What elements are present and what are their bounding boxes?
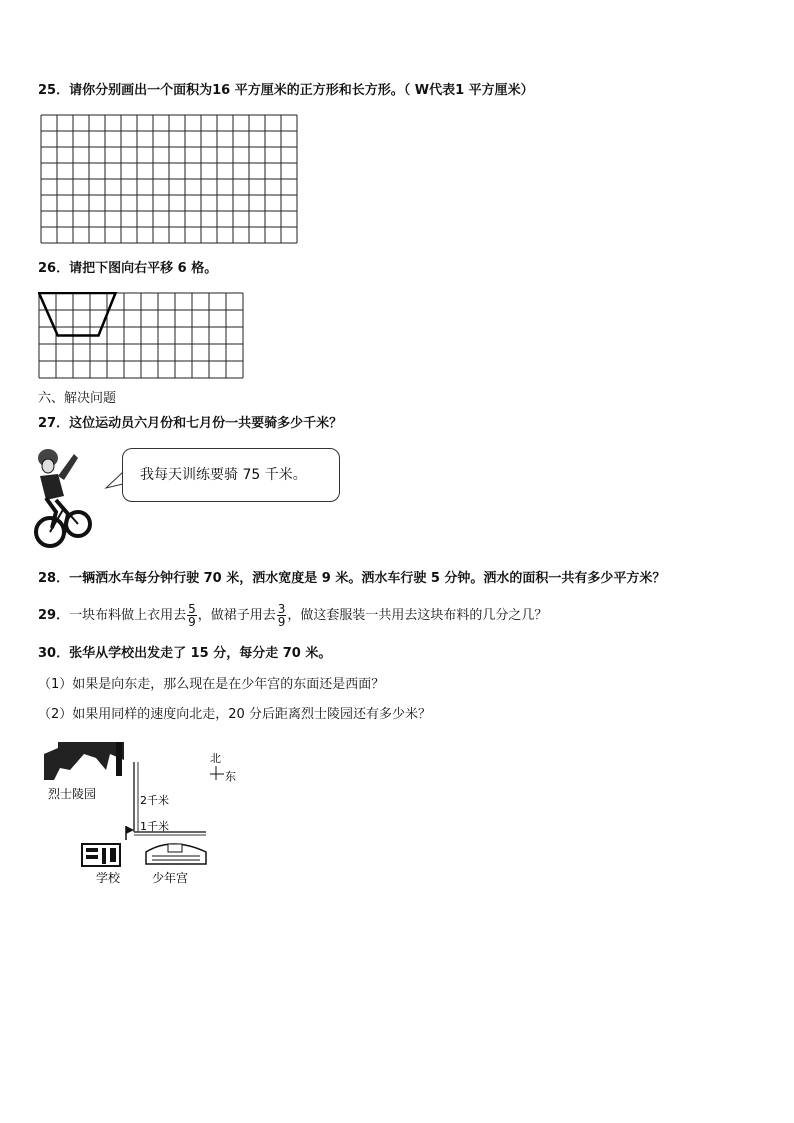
question-number: 27． bbox=[38, 416, 70, 431]
cemetery-icon bbox=[44, 742, 124, 780]
question-30-sub-2: （2）如果用同样的速度向北走，20 分后距离烈士陵园还有多少米？ bbox=[38, 707, 431, 722]
question-28 bbox=[38, 570, 665, 588]
section-title: 六、解决问题 bbox=[38, 391, 117, 406]
question-30 bbox=[38, 645, 331, 663]
question-number: 26． bbox=[38, 261, 70, 276]
east-distance-label: 1千米 bbox=[140, 820, 169, 833]
speech-bubble-text: 我每天训练要骑 75 千米。 bbox=[140, 467, 307, 483]
svg-text:东: 东 bbox=[225, 770, 236, 783]
svg-text:北: 北 bbox=[210, 752, 221, 765]
question-27 bbox=[38, 415, 342, 433]
question-text-part1: 一块布料做上衣用去 bbox=[69, 608, 187, 623]
fraction-1: $\frac{5}{9}$ bbox=[188, 602, 196, 629]
question-text-part2: ，做裙子用去 bbox=[197, 608, 276, 623]
trapezoid-shape bbox=[39, 293, 116, 336]
school-icon bbox=[82, 844, 120, 866]
grid-26 bbox=[38, 292, 250, 384]
cemetery-label: 烈士陵园 bbox=[48, 787, 97, 801]
grid-25 bbox=[40, 114, 304, 246]
question-text: 一辆洒水车每分钟行驶 70 米，洒水宽度是 9 米。洒水车行驶 5 分钟。洒水的面积一共有多少平方米？ bbox=[69, 571, 666, 586]
question-number: 25． bbox=[38, 83, 70, 98]
north-distance-label: 2千米 bbox=[140, 794, 169, 807]
question-text: 请把下图向右平移 6 格。 bbox=[69, 261, 218, 276]
question-number: 28． bbox=[38, 571, 70, 586]
cyclist-illustration bbox=[34, 444, 98, 560]
question-number: 29． bbox=[38, 608, 70, 623]
compass-icon bbox=[210, 752, 236, 783]
school-label: 学校 bbox=[96, 871, 121, 885]
question-30-sub-1: （1）如果是向东走，那么现在是在少年宫的东面还是西面？ bbox=[38, 677, 385, 692]
question-26 bbox=[38, 260, 217, 278]
question-29 bbox=[38, 600, 547, 632]
youth-palace-icon bbox=[146, 844, 206, 864]
question-text: 请你分别画出一个面积为16 平方厘米的正方形和长方形。（ W代表1 平方厘米） bbox=[69, 83, 534, 98]
question-text: 这位运动员六月份和七月份一共要骑多少千米？ bbox=[69, 416, 343, 431]
question-text-part3: ，做这套服装一共用去这块布料的几分之几？ bbox=[287, 608, 548, 623]
question-text: 张华从学校出发走了 15 分，每分走 70 米。 bbox=[69, 646, 332, 661]
route-map bbox=[40, 740, 250, 890]
youth-palace-label: 少年宫 bbox=[152, 871, 189, 885]
question-25 bbox=[38, 82, 534, 100]
fraction-2: $\frac{3}{9}$ bbox=[277, 602, 286, 629]
question-number: 30． bbox=[38, 646, 70, 661]
